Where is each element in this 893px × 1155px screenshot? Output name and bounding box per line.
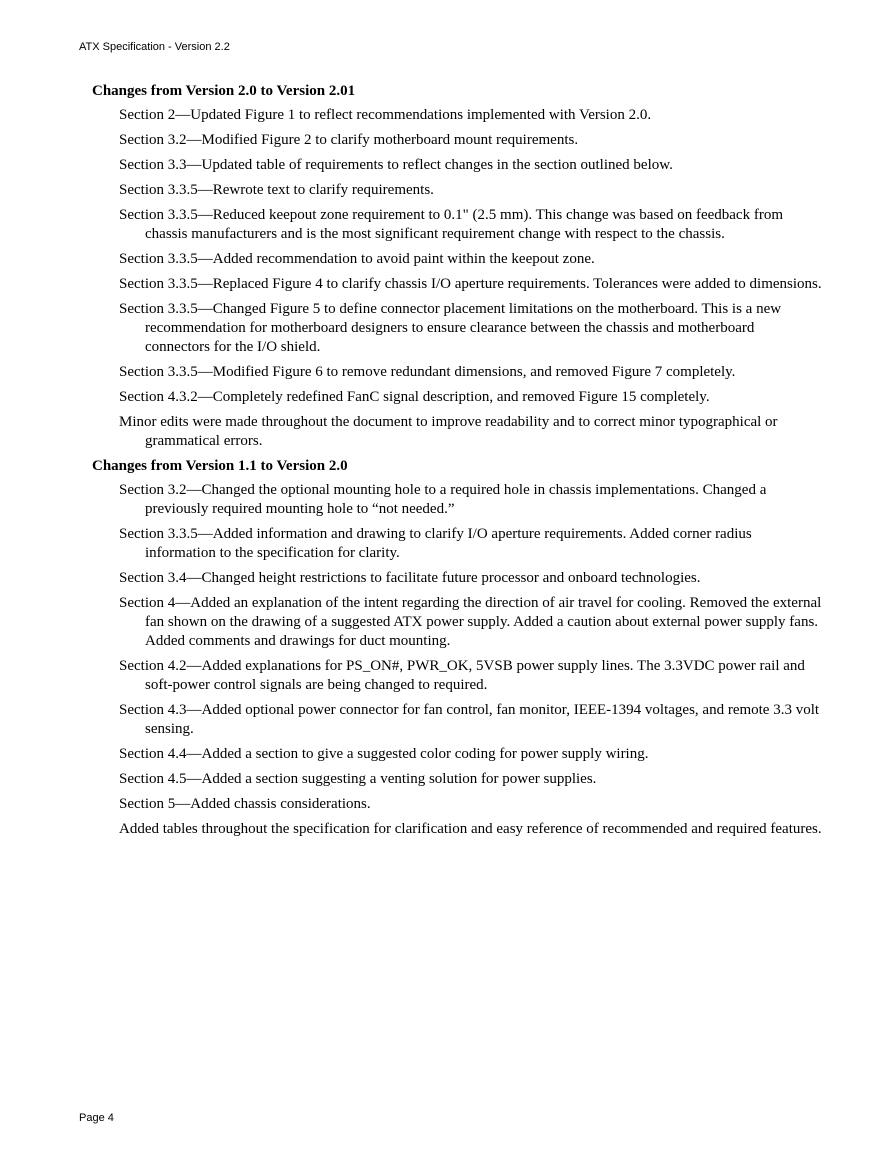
change-item: Section 2—Updated Figure 1 to reflect recommendations implemented with Version 2.0. xyxy=(119,107,652,123)
change-item: Section 3.3.5—Changed Figure 5 to define connector placement limitations on the motherboard. This is a new recommendation for motherboard designers to ensure clearance between the chassis and motherboard connectors for the I/O shield. xyxy=(119,301,782,355)
change-item: Section 4.4—Added a section to give a suggested color coding for power supply wiring. xyxy=(119,746,649,762)
change-item: Section 5—Added chassis considerations. xyxy=(119,796,371,812)
revision-history xyxy=(92,82,822,845)
change-item: Section 4.2—Added explanations for PS_ON#, PWR_OK, 5VSB power supply lines. The 3.3VDC power rail and soft-power control signals are being changed to required. xyxy=(119,658,805,693)
change-item: Section 3.3.5—Added recommendation to avoid paint within the keepout zone. xyxy=(119,251,595,267)
page-number: Page 4 xyxy=(79,1112,114,1124)
section-heading-v11-to-v2: Changes from Version 1.1 to Version 2.0 xyxy=(92,458,348,474)
change-item: Section 3.3.5—Reduced keepout zone requirement to 0.1" (2.5 mm). This change was based on feedback from chassis manufacturers and is the most significant requirement change with respect to the chassis. xyxy=(119,207,783,242)
change-item: Section 3.3.5—Rewrote text to clarify requirements. xyxy=(119,182,434,198)
change-item: Section 4.5—Added a section suggesting a venting solution for power supplies. xyxy=(119,771,597,787)
change-item: Added tables throughout the specification for clarification and easy reference of recommended and required features. xyxy=(119,821,822,837)
change-item: Section 3.3.5—Replaced Figure 4 to clarify chassis I/O aperture requirements. Tolerances were added to dimensions. xyxy=(119,276,822,292)
running-header: ATX Specification - Version 2.2 xyxy=(79,41,230,53)
change-item: Section 3.2—Changed the optional mounting hole to a required hole in chassis implementations. Changed a previously required mounting hole to “not needed.” xyxy=(119,482,767,517)
change-list-v2-to-v201 xyxy=(92,106,822,451)
change-item: Section 3.3.5—Added information and drawing to clarify I/O aperture requirements. Added corner radius information to the specification for clarity. xyxy=(119,526,752,561)
change-item: Minor edits were made throughout the document to improve readability and to correct minor typographical or grammatical errors. xyxy=(119,414,778,449)
change-item: Section 3.2—Modified Figure 2 to clarify motherboard mount requirements. xyxy=(119,132,579,148)
change-item: Section 3.3.5—Modified Figure 6 to remove redundant dimensions, and removed Figure 7 completely. xyxy=(119,364,736,380)
change-item: Section 4—Added an explanation of the intent regarding the direction of air travel for cooling. Removed the external fan shown on the drawing of a suggested ATX power supply. Added a caution about external power supply fans. Added comments and drawings for duct mounting. xyxy=(119,595,822,649)
section-heading-v2-to-v201: Changes from Version 2.0 to Version 2.01 xyxy=(92,83,356,99)
change-item: Section 4.3—Added optional power connector for fan control, fan monitor, IEEE-1394 voltages, and remote 3.3 volt sensing. xyxy=(119,702,820,737)
change-item: Section 3.3—Updated table of requirements to reflect changes in the section outlined below. xyxy=(119,157,673,173)
change-item: Section 3.4—Changed height restrictions to facilitate future processor and onboard technologies. xyxy=(119,570,701,586)
change-list-v11-to-v2 xyxy=(92,481,822,839)
change-item: Section 4.3.2—Completely redefined FanC signal description, and removed Figure 15 completely. xyxy=(119,389,710,405)
